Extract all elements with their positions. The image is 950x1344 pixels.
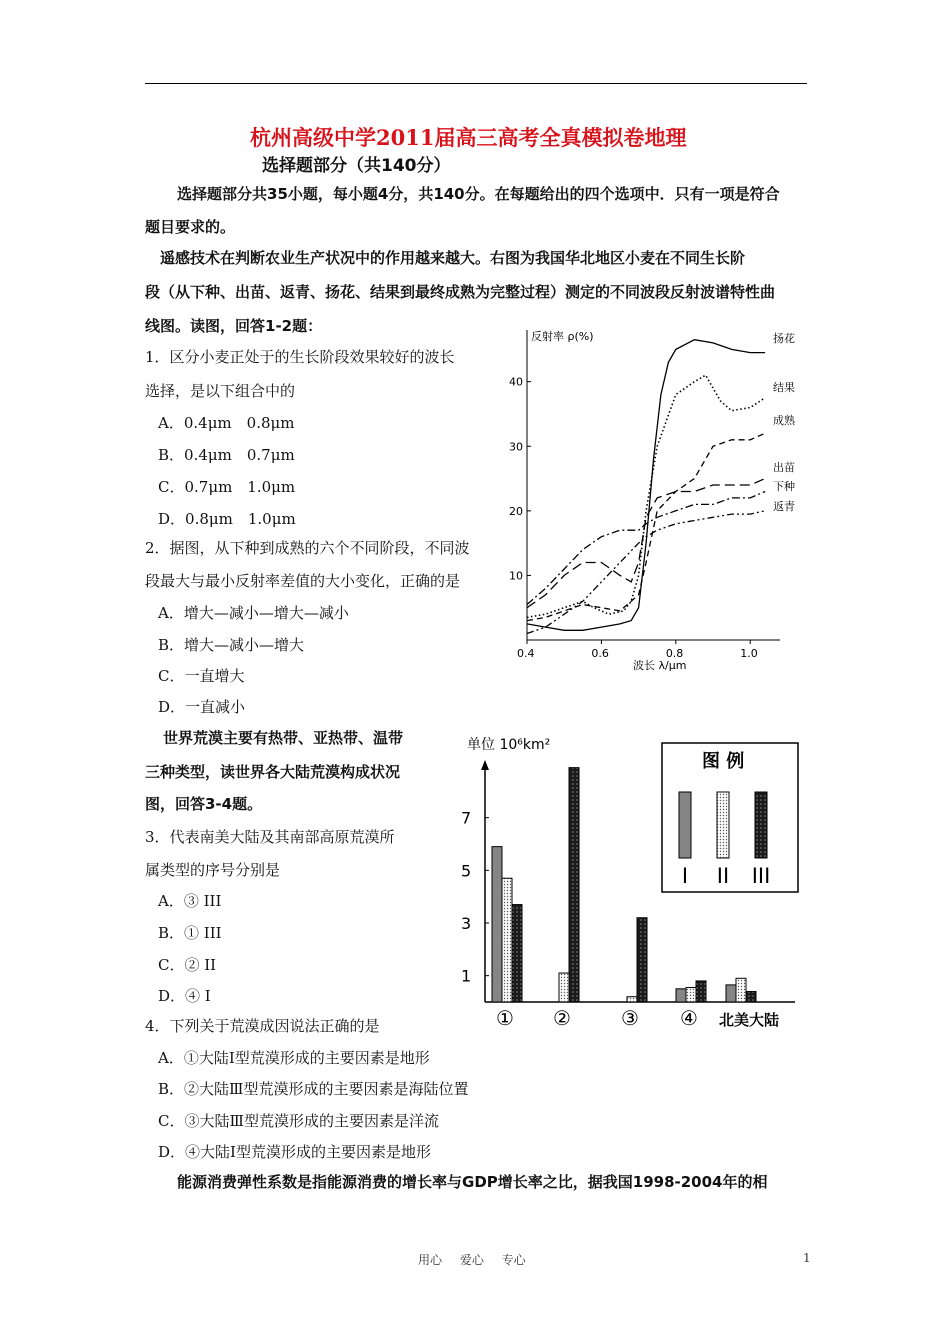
q2-option-c[interactable]: C．一直增大 <box>158 667 245 685</box>
spec-xlabel: 波长 λ/μm <box>633 659 687 672</box>
spec-y-tick-label: 10 <box>509 569 523 583</box>
legend-label: I <box>681 864 689 888</box>
page-subtitle: 选择题部分（共140分） <box>262 156 451 176</box>
q3-option-c[interactable]: C．② II <box>158 956 217 974</box>
q3-option-d[interactable]: D．④ I <box>158 987 211 1005</box>
bar <box>746 991 756 1002</box>
spec-series-label: 结果 <box>773 381 795 394</box>
question-3-stem: 3．代表南美大陆及其南部高原荒漠所 <box>145 828 395 846</box>
section2-para-3: 图，回答3-4题。 <box>145 795 263 813</box>
spec-series-label: 出苗 <box>773 461 795 474</box>
spec-series-line <box>527 433 765 620</box>
page-title: 杭州高级中学2011届高三高考全真模拟卷地理 <box>250 125 687 150</box>
q1-option-a[interactable]: A．0.4μm 0.8μm <box>158 414 295 432</box>
legend-label: II <box>716 864 730 888</box>
q2-option-b[interactable]: B．增大—减小—增大 <box>158 636 305 654</box>
bar-category-label: 北美大陆 <box>718 1011 780 1029</box>
q4-option-c[interactable]: C．③大陆Ⅲ型荒漠形成的主要因素是洋流 <box>158 1112 439 1130</box>
bar <box>512 905 522 1002</box>
bar-y-tick-label: 7 <box>461 808 472 828</box>
legend-swatch <box>755 792 767 858</box>
q4-option-d[interactable]: D．④大陆Ⅰ型荒漠形成的主要因素是地形 <box>158 1143 431 1161</box>
section2-para-1: 世界荒漠主要有热带、亚热带、温带 <box>163 729 404 747</box>
bar-y-tick-label: 1 <box>461 966 472 986</box>
question-4-stem: 4．下列关于荒漠成因说法正确的是 <box>145 1017 380 1035</box>
bar-ylabel: 单位 10⁶km² <box>467 737 551 753</box>
reflectance-spectrum-chart <box>505 312 805 680</box>
bar-category-label: ③ <box>621 1006 639 1030</box>
spec-x-tick-label: 0.8 <box>665 647 684 660</box>
q4-option-b[interactable]: B．②大陆Ⅲ型荒漠形成的主要因素是海陆位置 <box>158 1080 469 1098</box>
spec-x-tick-label: 1.0 <box>740 647 758 660</box>
question-2-stem-2: 段最大与最小反射率差值的大小变化，正确的是 <box>145 572 461 590</box>
spec-x-tick-label: 0.4 <box>517 647 535 660</box>
legend-swatch <box>679 792 691 858</box>
bar <box>726 985 736 1002</box>
footer-slogan: 用心 爱心 专心 <box>418 1253 526 1267</box>
bar-category-label: ② <box>553 1006 571 1030</box>
section3-para-1: 能源消费弹性系数是指能源消费的增长率与GDP增长率之比，据我国1998-2004年的相 <box>177 1173 768 1191</box>
spec-y-tick-label: 30 <box>509 440 523 454</box>
spec-series-label: 返青 <box>773 500 795 513</box>
bar <box>696 981 706 1002</box>
spec-x-tick-label: 0.6 <box>591 647 609 660</box>
q1-option-c[interactable]: C．0.7μm 1.0μm <box>158 478 296 496</box>
section2-para-2: 三种类型，读世界各大陆荒漠构成状况 <box>145 763 401 781</box>
spec-y-tick-label: 20 <box>509 504 523 518</box>
spec-series-label: 下种 <box>773 480 795 493</box>
spec-series-label: 扬花 <box>773 332 795 345</box>
question-1-stem: 1．区分小麦正处于的生长阶段效果较好的波长 <box>145 348 455 366</box>
bar <box>637 918 647 1002</box>
q3-option-b[interactable]: B．① III <box>158 924 222 942</box>
bar <box>736 978 746 1002</box>
bar <box>559 973 569 1002</box>
bar <box>686 988 696 1002</box>
bar <box>569 768 579 1002</box>
legend-label: III <box>751 864 771 888</box>
spec-y-tick-label: 40 <box>509 375 523 389</box>
bar-category-label: ① <box>496 1006 514 1030</box>
bar <box>627 997 637 1002</box>
q2-option-d[interactable]: D．一直减小 <box>158 698 246 716</box>
legend-title: 图 例 <box>702 751 745 772</box>
q1-option-b[interactable]: B．0.4μm 0.7μm <box>158 446 295 464</box>
q1-option-d[interactable]: D．0.8μm 1.0μm <box>158 510 296 528</box>
question-3-stem-2: 属类型的序号分别是 <box>145 861 281 879</box>
bar <box>676 989 686 1002</box>
question-1-stem-2: 选择，是以下组合中的 <box>145 382 296 400</box>
spec-series-label: 成熟 <box>773 414 795 427</box>
section1-para-2: 段（从下种、出苗、返青、扬花、结果到最终成熟为完整过程）测定的不同波段反射波谱特性曲 <box>145 283 776 301</box>
spec-series-line <box>527 511 765 634</box>
spec-ylabel: 反射率 ρ(%) <box>531 330 594 343</box>
page-number: 1 <box>803 1251 811 1265</box>
bar-category-label: ④ <box>680 1006 698 1030</box>
bar <box>502 878 512 1002</box>
header-rule <box>145 83 807 84</box>
bar-y-tick-label: 3 <box>461 914 472 933</box>
section1-para-1: 遥感技术在判断农业生产状况中的作用越来越大。右图为我国华北地区小麦在不同生长阶 <box>160 249 746 267</box>
bar-y-arrow <box>481 760 489 770</box>
intro-line-1: 选择题部分共35小题，每小题4分，共140分。在每题给出的四个选项中．只有一项是符合 <box>177 185 780 203</box>
q2-option-a[interactable]: A．增大—减小—增大—减小 <box>158 604 349 622</box>
bar-legend <box>662 743 798 892</box>
bar <box>492 847 502 1002</box>
spec-series-line <box>527 375 765 617</box>
q4-option-a[interactable]: A．①大陆Ⅰ型荒漠形成的主要因素是地形 <box>158 1049 430 1067</box>
intro-line-2: 题目要求的。 <box>145 218 236 236</box>
bar-y-tick-label: 5 <box>461 861 472 881</box>
section1-para-3: 线图。读图，回答1-2题： <box>145 317 323 335</box>
q3-option-a[interactable]: A．③ III <box>158 892 222 910</box>
legend-swatch <box>717 792 729 858</box>
desert-bar-chart <box>455 730 807 1030</box>
question-2-stem: 2．据图，从下种到成熟的六个不同阶段，不同波 <box>145 539 470 557</box>
